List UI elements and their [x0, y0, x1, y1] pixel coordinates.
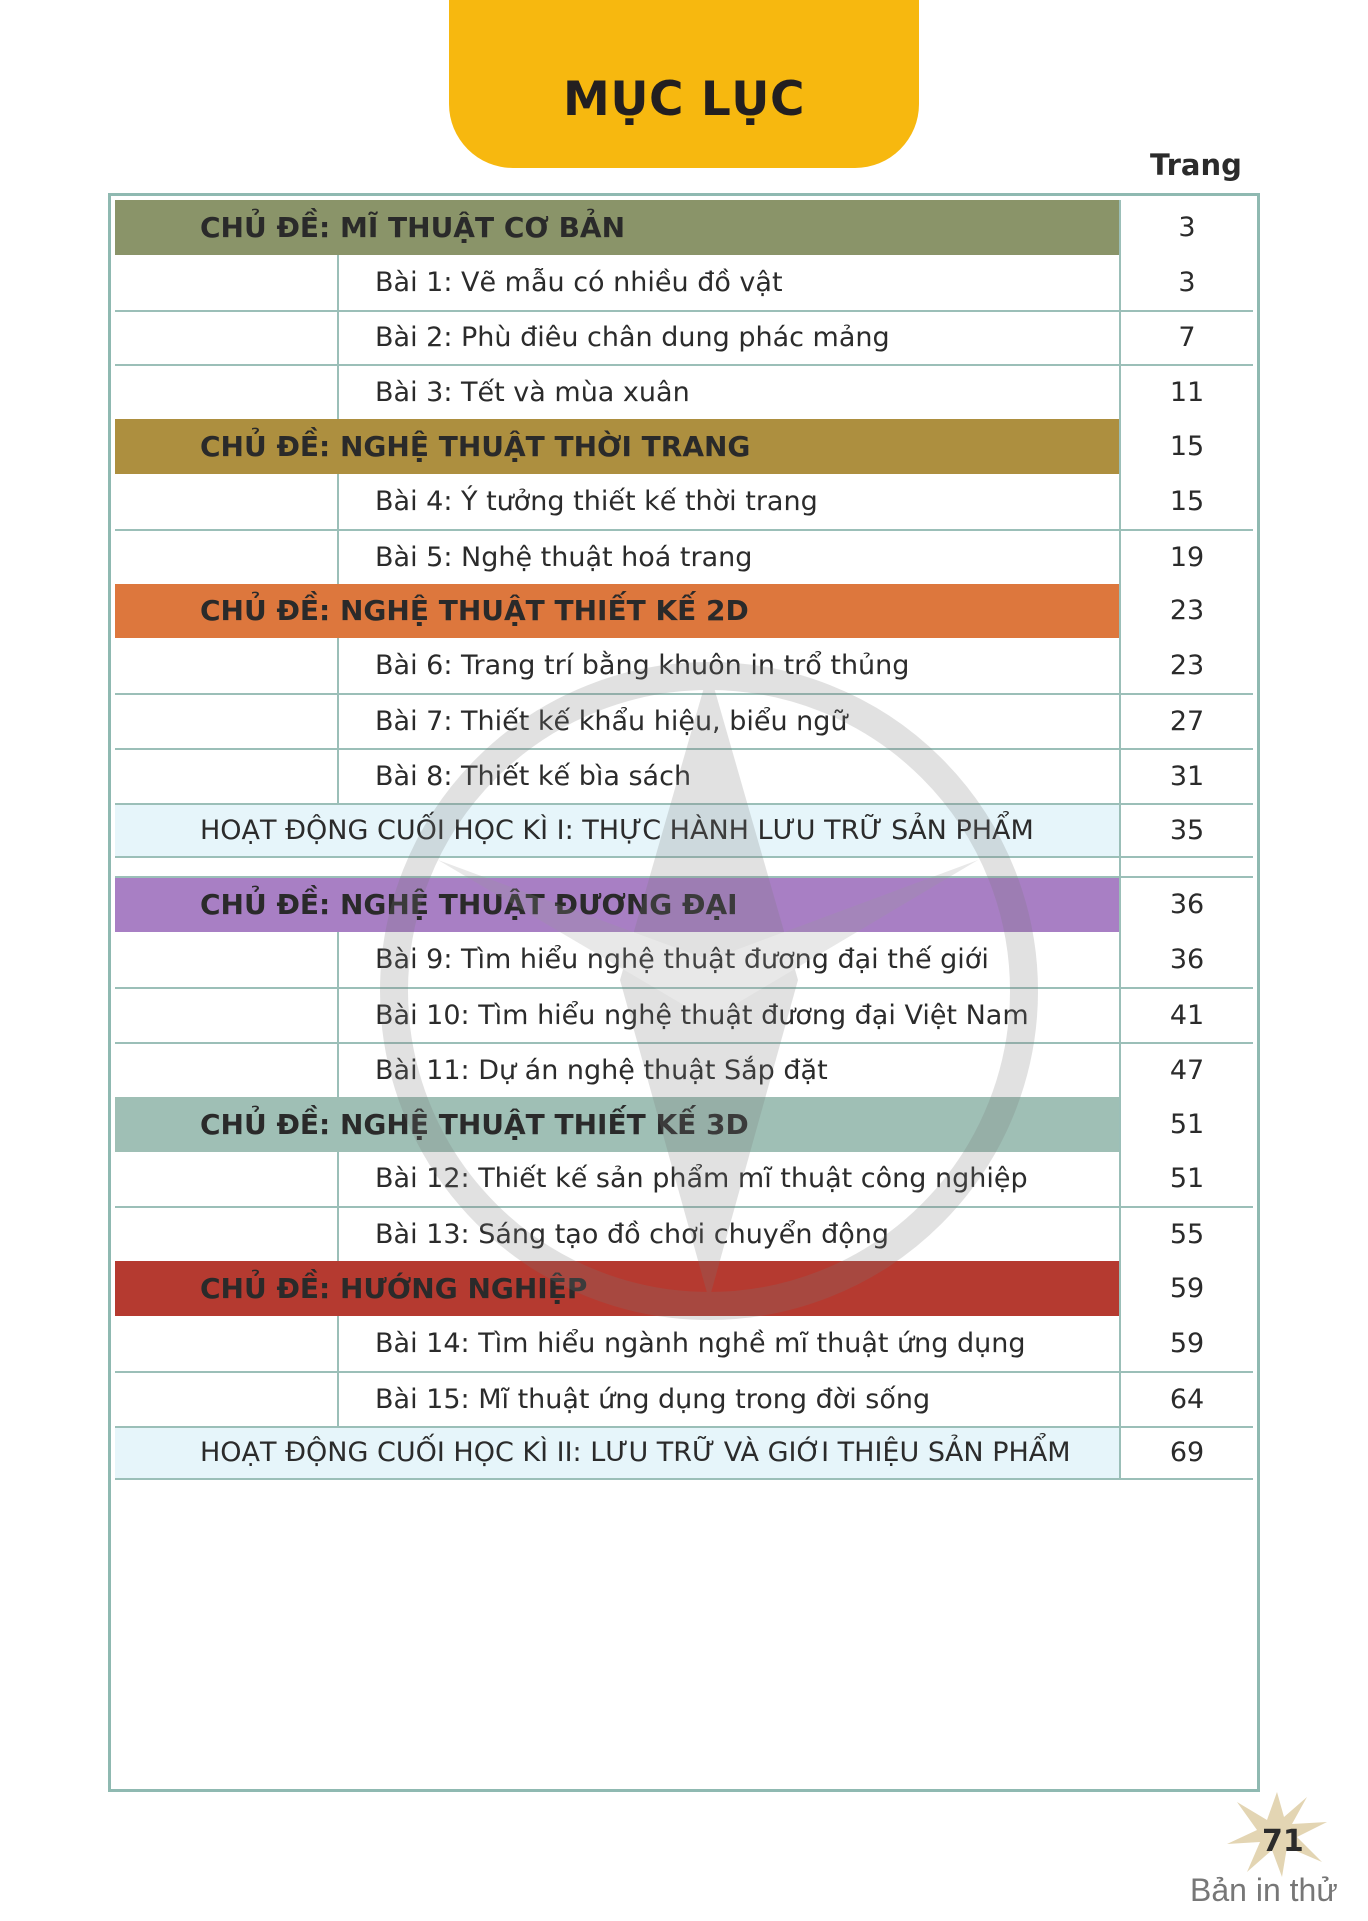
toc-lesson-row[interactable]: [115, 255, 1253, 310]
toc-entry-label: CHỦ ĐỀ: NGHỆ THUẬT THIẾT KẾ 2D: [200, 594, 749, 628]
toc-entry-page: 51: [1119, 1097, 1253, 1152]
toc-entry-label: Bài 13: Sáng tạo đồ chơi chuyển động: [337, 1208, 1119, 1261]
toc-topic-row[interactable]: [115, 584, 1253, 639]
toc-entry-label: Bài 14: Tìm hiểu ngành nghề mĩ thuật ứng dụng: [337, 1316, 1119, 1371]
toc-entry-label: Bài 1: Vẽ mẫu có nhiều đồ vật: [337, 255, 1119, 310]
toc-entry-page: 69: [1119, 1428, 1253, 1479]
toc-entry-label: Bài 15: Mĩ thuật ứng dụng trong đời sống: [337, 1373, 1119, 1426]
toc-topic-row[interactable]: [115, 878, 1253, 933]
toc-entry-page: 51: [1119, 1152, 1253, 1207]
toc-rows: [115, 200, 1253, 1785]
toc-entry-label: Bài 3: Tết và mùa xuân: [337, 366, 1119, 419]
toc-entry-page: 64: [1119, 1373, 1253, 1426]
toc-lesson-row[interactable]: [115, 364, 1253, 419]
toc-lesson-row[interactable]: [115, 932, 1253, 987]
toc-lesson-row[interactable]: [115, 748, 1253, 803]
toc-entry-page: 3: [1119, 255, 1253, 310]
toc-spacer-page-cell: [1119, 858, 1253, 876]
toc-lesson-row[interactable]: [115, 1152, 1253, 1207]
toc-lesson-row[interactable]: [115, 1371, 1253, 1426]
toc-entry-label: CHỦ ĐỀ: NGHỆ THUẬT THIẾT KẾ 3D: [200, 1107, 749, 1141]
toc-entry-page: 7: [1119, 312, 1253, 365]
toc-entry-page: 36: [1119, 932, 1253, 987]
page-column-label: Trang: [1150, 148, 1242, 182]
toc-entry-page: 11: [1119, 366, 1253, 419]
toc-entry-label: Bài 7: Thiết kế khẩu hiệu, biểu ngữ: [337, 695, 1119, 748]
toc-entry-label: Bài 4: Ý tưởng thiết kế thời trang: [337, 474, 1119, 529]
toc-entry-page: 15: [1119, 419, 1253, 474]
toc-entry-label: CHỦ ĐỀ: NGHỆ THUẬT ĐƯƠNG ĐẠI: [200, 888, 738, 922]
toc-entry-label: HOẠT ĐỘNG CUỐI HỌC KÌ II: LƯU TRỮ VÀ GIỚI THIỆU SẢN PHẨM: [200, 1437, 1071, 1469]
toc-entry-label: CHỦ ĐỀ: HƯỚNG NGHIỆP: [200, 1272, 588, 1306]
toc-entry-page: 59: [1119, 1316, 1253, 1371]
toc-spacer: [115, 858, 1253, 878]
toc-entry-label: Bài 5: Nghệ thuật hoá trang: [337, 531, 1119, 584]
toc-entry-label: Bài 2: Phù điêu chân dung phác mảng: [337, 312, 1119, 365]
toc-lesson-row[interactable]: [115, 638, 1253, 693]
toc-lesson-row[interactable]: [115, 474, 1253, 529]
toc-entry-label: Bài 8: Thiết kế bìa sách: [337, 750, 1119, 803]
toc-entry-page: 31: [1119, 750, 1253, 803]
toc-entry-label: Bài 12: Thiết kế sản phẩm mĩ thuật công nghiệp: [337, 1152, 1119, 1207]
toc-entry-page: 41: [1119, 989, 1253, 1042]
toc-topic-row[interactable]: [115, 1261, 1253, 1316]
toc-entry-label: Bài 6: Trang trí bằng khuôn in trổ thủng: [337, 638, 1119, 693]
table-of-contents: [108, 193, 1260, 1792]
toc-entry-label: Bài 10: Tìm hiểu nghệ thuật đương đại Việt Nam: [337, 989, 1119, 1042]
toc-entry-page: 36: [1119, 878, 1253, 933]
toc-entry-page: 23: [1119, 638, 1253, 693]
draft-label: Bản in thử: [1190, 1872, 1338, 1908]
page-title: MỤC LỤC: [563, 71, 805, 127]
toc-topic-row[interactable]: [115, 419, 1253, 474]
toc-lesson-row[interactable]: [115, 1206, 1253, 1261]
toc-lesson-row[interactable]: [115, 1316, 1253, 1371]
toc-lesson-row[interactable]: [115, 1042, 1253, 1097]
title-banner: [449, 0, 919, 168]
toc-entry-page: 59: [1119, 1261, 1253, 1316]
toc-entry-page: 35: [1119, 805, 1253, 856]
toc-entry-label: HOẠT ĐỘNG CUỐI HỌC KÌ I: THỰC HÀNH LƯU TRỮ SẢN PHẨM: [200, 814, 1034, 846]
toc-entry-label: CHỦ ĐỀ: MĨ THUẬT CƠ BẢN: [200, 210, 626, 244]
toc-activity-row[interactable]: [115, 1426, 1253, 1481]
toc-lesson-row[interactable]: [115, 987, 1253, 1042]
toc-entry-page: 15: [1119, 474, 1253, 529]
toc-topic-row[interactable]: [115, 1097, 1253, 1152]
toc-entry-page: 3: [1119, 200, 1253, 255]
toc-entry-label: Bài 11: Dự án nghệ thuật Sắp đặt: [337, 1044, 1119, 1097]
toc-lesson-row[interactable]: [115, 310, 1253, 365]
toc-topic-row[interactable]: [115, 200, 1253, 255]
toc-entry-page: 27: [1119, 695, 1253, 748]
toc-entry-page: 55: [1119, 1208, 1253, 1261]
toc-entry-page: 23: [1119, 584, 1253, 639]
toc-entry-page: 19: [1119, 531, 1253, 584]
page-number: 71: [1262, 1824, 1304, 1859]
toc-lesson-row[interactable]: [115, 529, 1253, 584]
toc-entry-label: CHỦ ĐỀ: NGHỆ THUẬT THỜI TRANG: [200, 430, 751, 464]
toc-entry-label: Bài 9: Tìm hiểu nghệ thuật đương đại thế giới: [337, 932, 1119, 987]
toc-entry-page: 47: [1119, 1044, 1253, 1097]
toc-lesson-row[interactable]: [115, 693, 1253, 748]
toc-activity-row[interactable]: [115, 803, 1253, 858]
